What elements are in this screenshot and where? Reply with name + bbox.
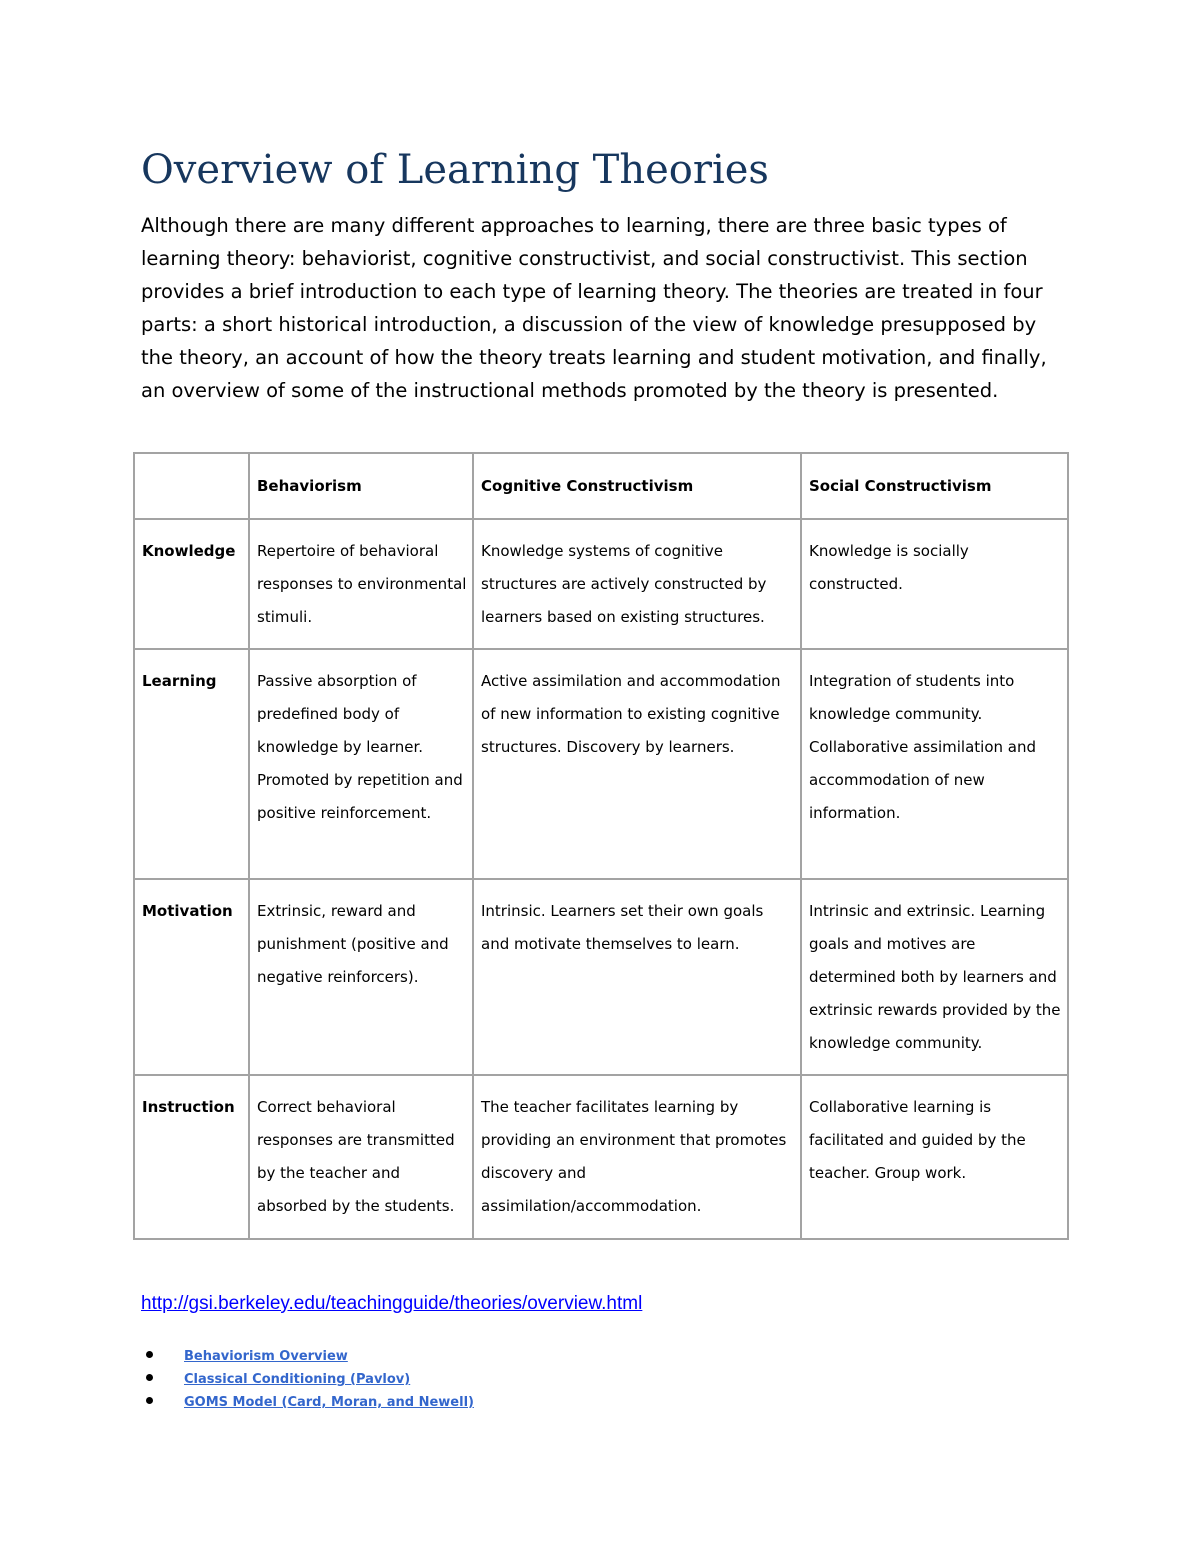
table-cell: Intrinsic and extrinsic. Learning goals and motives are determined both by learners and extrinsic rewards provided by the knowledge community. [801,879,1068,1075]
row-label-instruction: Instruction [134,1075,249,1239]
row-label-motivation: Motivation [134,879,249,1075]
table-cell: Knowledge systems of cognitive structures are actively constructed by learners based on existing structures. [473,519,801,649]
table-cell: Extrinsic, reward and punishment (positive and negative reinforcers). [249,879,473,1075]
table-header-row [134,453,1068,519]
header-cell-empty [134,453,249,519]
table-cell: Correct behavioral responses are transmitted by the teacher and absorbed by the students. [249,1075,473,1239]
table-cell: Knowledge is socially constructed. [801,519,1068,649]
bullet-icon [146,1351,153,1358]
table-cell: The teacher facilitates learning by providing an environment that promotes discovery and assimilation/accommodation. [473,1075,801,1239]
header-cell-social-constructivism: Social Constructivism [801,453,1068,519]
header-cell-behaviorism: Behaviorism [249,453,473,519]
table-cell: Repertoire of behavioral responses to environmental stimuli. [249,519,473,649]
page-title: Overview of Learning Theories [141,147,769,193]
table-cell: Passive absorption of predefined body of knowledge by learner. Promoted by repetition and positive reinforcement. [249,649,473,879]
learning-theories-table [133,452,1069,1240]
source-url-link[interactable]: http://gsi.berkeley.edu/teachingguide/theories/overview.html [141,1293,643,1314]
table-row-motivation [134,879,1068,1075]
table-cell: Active assimilation and accommodation of new information to existing cognitive structures. Discovery by learners. [473,649,801,879]
intro-paragraph: Although there are many different approaches to learning, there are three basic types of learning theory: behaviorist, cognitive constructivist, and social constructivist. This section provides a brief introduction to each type of learning theory. The theories are treated in four parts: a short historical introduction, a discussion of the view of knowledge presupposed by the theory, an account of how the theory treats learning and student motivation, and finally, an overview of some of the instructional methods promoted by the theory is presented. [141,214,1047,403]
bullet-icon [146,1374,153,1381]
list-item [141,1366,474,1389]
table-row-knowledge [134,519,1068,649]
row-label-learning: Learning [134,649,249,879]
link-goms-model[interactable]: GOMS Model (Card, Moran, and Newell) [184,1395,474,1410]
table-row-learning [134,649,1068,879]
bullet-icon [146,1397,153,1404]
table-row-instruction [134,1075,1068,1239]
table-cell: Collaborative learning is facilitated and guided by the teacher. Group work. [801,1075,1068,1239]
related-links-list [141,1343,474,1412]
table-cell: Integration of students into knowledge community. Collaborative assimilation and accommodation of new information. [801,649,1068,879]
list-item [141,1389,474,1412]
row-label-knowledge: Knowledge [134,519,249,649]
header-cell-cognitive-constructivism: Cognitive Constructivism [473,453,801,519]
table-cell: Intrinsic. Learners set their own goals and motivate themselves to learn. [473,879,801,1075]
list-item [141,1343,474,1366]
link-classical-conditioning[interactable]: Classical Conditioning (Pavlov) [184,1372,411,1387]
link-behaviorism-overview[interactable]: Behaviorism Overview [184,1349,348,1364]
